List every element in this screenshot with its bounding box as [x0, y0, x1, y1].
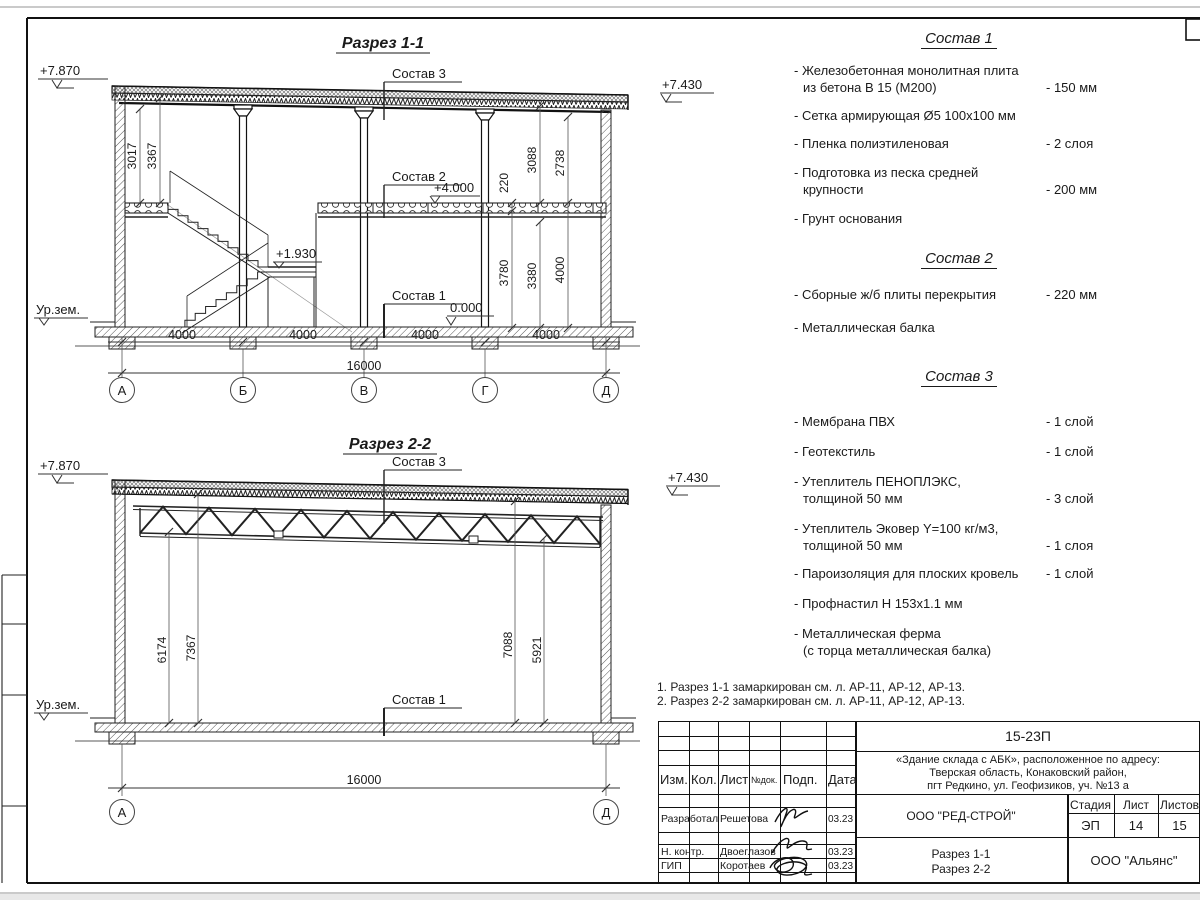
svg-text:4000: 4000: [553, 256, 567, 284]
comp-item: - Сборные ж/б плиты перекрытия - 220 мм: [794, 287, 1098, 302]
svg-text:3367: 3367: [145, 142, 159, 170]
company: ООО "Альянс": [1090, 853, 1178, 868]
comp-item: - Пленка полиэтиленовая - 2 слоя: [794, 136, 1094, 151]
stage-label: Стадия: [1070, 798, 1111, 812]
row3-date: 03.23: [828, 861, 854, 872]
svg-text:16000: 16000: [346, 773, 382, 787]
side-stamp: [2, 575, 27, 883]
comp-item: - Пароизоляция для плоских кровель - 1 слой: [794, 566, 1094, 581]
svg-text:220: 220: [497, 172, 511, 194]
section-2-2-title: Разрез 2-2: [348, 436, 432, 453]
col-izm: Изм.: [660, 772, 688, 787]
svg-text:4000: 4000: [168, 328, 196, 342]
row1-role: Разработал: [661, 813, 719, 825]
svg-text:3380: 3380: [525, 262, 539, 290]
svg-text:+7.870: +7.870: [40, 458, 81, 473]
svg-text:3088: 3088: [525, 146, 539, 174]
comp-item: - Мембрана ПВХ - 1 слой: [794, 414, 1094, 429]
roof-2-2: [112, 480, 628, 505]
comp-item: - Металлическая балка: [794, 320, 935, 335]
stage-value: ЭП: [1081, 818, 1100, 833]
ground-level-label: Ур.зем.: [36, 697, 81, 712]
ground-level-label: Ур.зем.: [36, 302, 81, 317]
object-line1: «Здание склада с АБК», расположенное по адресу:: [896, 754, 1160, 766]
title-block: [658, 721, 1200, 883]
comp-item: - Сетка армирующая Ø5 100x100 мм: [794, 108, 1016, 123]
row1-date: 03.23: [828, 814, 854, 825]
svg-text:Состав 3: Состав 3: [392, 66, 446, 81]
designer-org: ООО "РЕД-СТРОЙ": [906, 809, 1016, 823]
object-line2: Тверская область, Конаковский район,: [929, 767, 1127, 779]
svg-text:Б: Б: [238, 383, 248, 398]
svg-text:Состав 3: Состав 3: [392, 454, 446, 469]
svg-text:+7.870: +7.870: [40, 63, 81, 78]
ground-slab-2-2: [75, 718, 640, 744]
svg-text:+4.000: +4.000: [434, 180, 475, 195]
staircase: [168, 171, 352, 333]
svg-text:5921: 5921: [530, 636, 544, 664]
sheets-total: 15: [1172, 818, 1187, 833]
row3-name: Коротаев: [720, 860, 766, 872]
row2-role: Н. контр.: [661, 846, 705, 858]
svg-text:7088: 7088: [501, 631, 515, 659]
col-kol: Кол.: [691, 772, 717, 787]
svg-text:+7.430: +7.430: [662, 77, 703, 92]
comp3-title: Состав 3: [788, 368, 1130, 385]
row2-date: 03.23: [828, 847, 854, 858]
comp-item: - Грунт основания: [794, 211, 903, 226]
svg-text:Г: Г: [481, 383, 489, 398]
bottom-dims-2-2: [108, 744, 620, 825]
vertical-dims-2-2: [155, 490, 548, 727]
comp-item: - Геотекстиль - 1 слой: [794, 444, 1094, 459]
section-1-1-title: Разрез 1-1: [341, 35, 425, 52]
svg-text:Состав 2: Состав 2: [392, 169, 446, 184]
col-podp: Подп.: [783, 772, 818, 787]
svg-text:А: А: [117, 805, 127, 820]
col-data: Дата: [828, 772, 857, 787]
col-list: Лист: [720, 772, 749, 787]
content-line1: Разрез 1-1: [931, 847, 991, 861]
comp2-title: Состав 2: [788, 250, 1130, 267]
row1-name: Решетова: [720, 813, 769, 825]
walls-2-2: [115, 480, 611, 723]
object-line3: пгт Редкино, ул. Геофизиков, уч. №13 а: [927, 780, 1129, 792]
layer-leaders-1-1: [384, 66, 462, 338]
svg-text:В: В: [359, 383, 369, 398]
sheet-label: Лист: [1122, 798, 1150, 812]
comp-item: - Металлическая ферма (с торца металлическая балка): [794, 626, 992, 658]
svg-text:Д: Д: [601, 383, 611, 398]
svg-text:Д: Д: [601, 805, 611, 820]
svg-text:4000: 4000: [289, 328, 317, 342]
notes: [657, 681, 965, 708]
svg-text:4000: 4000: [532, 328, 560, 342]
section-1-1-drawing: [34, 35, 714, 403]
sheet-number: 14: [1128, 818, 1144, 833]
svg-text:0.000: 0.000: [450, 300, 483, 315]
comp-item: - Утеплитель ПЕНОПЛЭКС, толщиной 50 мм - 3 слой: [794, 474, 1094, 506]
svg-text:+7.430: +7.430: [668, 470, 709, 485]
row3-role: ГИП: [661, 860, 682, 872]
comp-item: - Профнастил Н 153x1.1 мм: [794, 596, 963, 611]
svg-text:Состав 1: Состав 1: [392, 692, 446, 707]
comp-item: - Утеплитель Эковер Y=100 кг/м3, толщиной 50 мм - 1 слоя: [794, 521, 1094, 553]
columns-1-1: [234, 105, 494, 327]
svg-text:+1.930: +1.930: [276, 246, 317, 261]
svg-text:3017: 3017: [125, 142, 139, 170]
svg-text:А: А: [117, 383, 127, 398]
comp1-title: Состав 1: [788, 30, 1130, 47]
note-1: 1. Разрез 1-1 замаркирован см. л. АР-11, АР-12, АР-13.: [657, 680, 965, 694]
svg-text:2738: 2738: [553, 149, 567, 177]
note-2: 2. Разрез 2-2 замаркирован см. л. АР-11, АР-12, АР-13.: [657, 693, 965, 708]
svg-text:16000: 16000: [346, 359, 382, 373]
svg-text:7367: 7367: [184, 634, 198, 662]
sheets-label: Листов: [1160, 798, 1199, 812]
truss: [133, 506, 603, 548]
svg-text:6174: 6174: [155, 636, 169, 664]
row2-name: Двоеглазов: [720, 846, 776, 858]
col-doc: №док.: [751, 775, 778, 785]
comp-item: - Подготовка из песка средней крупности - 200 мм: [794, 165, 1098, 197]
comp-item: - Железобетонная монолитная плита из бетона В 15 (М200) - 150 мм: [794, 63, 1098, 95]
content-line2: Разрез 2-2: [931, 862, 991, 876]
svg-text:4000: 4000: [411, 328, 439, 342]
section-2-2-drawing: [34, 436, 720, 825]
doc-number: 15-23П: [1005, 728, 1051, 744]
svg-text:3780: 3780: [497, 259, 511, 287]
svg-text:Состав 1: Состав 1: [392, 288, 446, 303]
